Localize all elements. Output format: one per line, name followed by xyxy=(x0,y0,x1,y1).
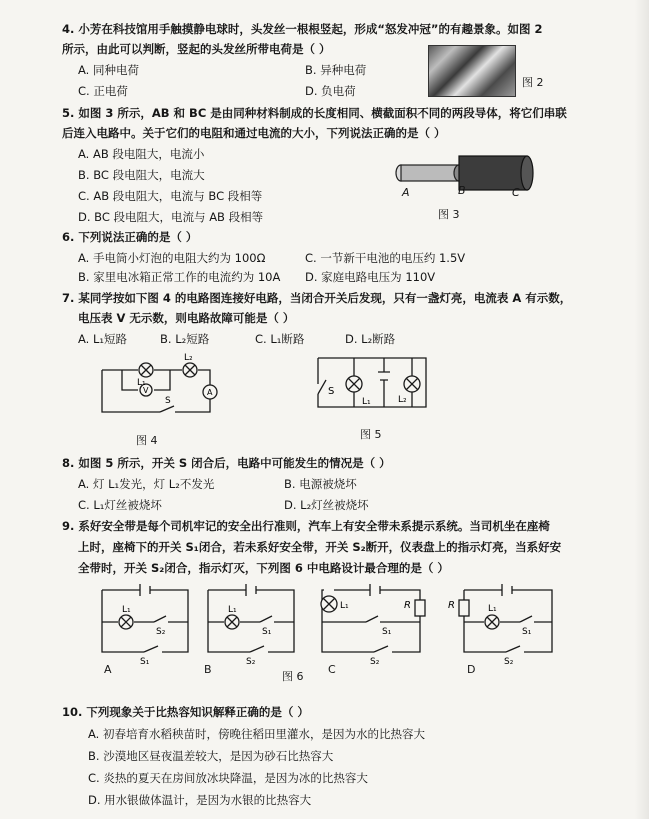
q5-option-b: B. BC 段电阻大，电流大 xyxy=(78,168,205,182)
figure-6b-circuit xyxy=(206,584,298,667)
q10-option-a: A. 初春培育水稻秧苗时，傍晚往稻田里灌水，是因为水的比热容大 xyxy=(88,727,425,741)
q10-option-b: B. 沙漠地区昼夜温差较大，是因为砂石比热容大 xyxy=(88,749,334,763)
fig6d-s2-label: S₂ xyxy=(504,657,514,667)
fig6c-l1-label: L₁ xyxy=(340,601,349,611)
fig2-label: 图 2 xyxy=(522,76,544,89)
hair-photo-figure xyxy=(428,45,516,97)
conductor-figure xyxy=(395,152,545,197)
fig6c-s2-label: S₂ xyxy=(370,657,380,667)
fig6-label: 图 6 xyxy=(282,670,304,683)
fig6a-l1-label: L₁ xyxy=(122,605,131,615)
q7-option-b: B. L₂短路 xyxy=(160,332,210,346)
q5-option-c: C. AB 段电阻大，电流与 BC 段相等 xyxy=(78,189,263,203)
fig6d-label: D xyxy=(467,663,476,676)
q8-option-a: A. 灯 L₁发光，灯 L₂不发光 xyxy=(78,477,215,491)
fig6b-l1-label: L₁ xyxy=(228,605,237,615)
q7-option-c: C. L₁断路 xyxy=(255,332,305,346)
q7-line2: 电压表 V 无示数，则电路故障可能是（ ） xyxy=(78,311,295,325)
point-b-label: B xyxy=(458,184,466,197)
fig5-l1-label: L₁ xyxy=(362,397,371,407)
fig5-label: 图 5 xyxy=(360,428,382,441)
q4-option-a: A. 同种电荷 xyxy=(78,63,139,77)
q4-line2: 所示，由此可以判断，竖起的头发丝所带电荷是（ ） xyxy=(62,42,331,56)
q4-option-d: D. 负电荷 xyxy=(305,84,356,98)
fig4-voltmeter-label: V xyxy=(143,386,149,395)
q10-option-d: D. 用水银做体温计，是因为水银的比热容大 xyxy=(88,793,312,807)
q5-line2: 后连入电路中。关于它们的电阻和通过电流的大小，下列说法正确的是（ ） xyxy=(62,126,446,140)
point-c-label: C xyxy=(512,186,520,199)
q4-option-b: B. 异种电荷 xyxy=(305,63,367,77)
figure-5-circuit xyxy=(316,352,434,414)
fig6b-label: B xyxy=(204,663,212,676)
fig4-switch-label: S xyxy=(165,396,171,406)
page-edge-shadow xyxy=(635,0,649,819)
q9-line3: 全带时，开关 S₂闭合，指示灯灭，下列图 6 中电路设计最合理的是（ ） xyxy=(78,561,449,575)
fig6d-s1-label: S₁ xyxy=(522,627,532,637)
fig6a-s1-label: S₁ xyxy=(140,657,150,667)
fig6d-r-label: R xyxy=(448,600,455,611)
q7-line1: 7. 某同学按如下图 4 的电路图连接好电路，当闭合开关后发现，只有一盏灯亮，电流表 A 有示数， xyxy=(62,291,572,305)
fig6b-s2-label: S₂ xyxy=(246,657,256,667)
q5-option-a: A. AB 段电阻大，电流小 xyxy=(78,147,205,161)
fig3-label: 图 3 xyxy=(438,208,460,221)
fig6d-l1-label: L₁ xyxy=(488,604,497,614)
figure-6a-circuit xyxy=(100,584,192,667)
q6-option-a: A. 手电筒小灯泡的电阻大约为 100Ω xyxy=(78,251,266,265)
fig6c-s1-label: S₁ xyxy=(382,627,392,637)
fig5-l2-label: L₂ xyxy=(398,395,407,405)
fig4-label: 图 4 xyxy=(136,434,158,447)
figure-4-circuit xyxy=(100,350,230,420)
q5-option-d: D. BC 段电阻大，电流与 AB 段相等 xyxy=(78,210,264,224)
figure-6d-circuit xyxy=(448,584,562,667)
q8-option-b: B. 电源被烧坏 xyxy=(284,477,357,491)
fig6a-s2-label: S₂ xyxy=(156,627,166,637)
q5-line1: 5. 如图 3 所示，AB 和 BC 是由同种材料制成的长度相同、横截面积不同的两段导体，将它们串联 xyxy=(62,106,567,120)
figure-6c-circuit xyxy=(320,584,430,667)
fig4-l1-label: L₁ xyxy=(137,378,146,388)
q4-line1: 4. 小芳在科技馆用手触摸静电球时，头发丝一根根竖起，形成“怒发冲冠”的有趣景象。如图 2 xyxy=(62,22,543,36)
point-a-label: A xyxy=(402,186,410,199)
q6-option-d: D. 家庭电路电压为 110V xyxy=(305,270,436,284)
fig6b-s1-label: S₁ xyxy=(262,627,272,637)
q10-option-c: C. 炎热的夏天在房间放冰块降温，是因为冰的比热容大 xyxy=(88,771,368,785)
q7-option-d: D. L₂断路 xyxy=(345,332,396,346)
q8-option-c: C. L₁灯丝被烧坏 xyxy=(78,498,162,512)
q8-line1: 8. 如图 5 所示，开关 S 闭合后，电路中可能发生的情况是（ ） xyxy=(62,456,391,470)
q9-line2: 上时，座椅下的开关 S₁闭合，若未系好安全带，开关 S₂断开，仪表盘上的指示灯亮，当系好安 xyxy=(78,540,562,554)
q8-option-d: D. L₂灯丝被烧坏 xyxy=(284,498,369,512)
q6-option-c: C. 一节新干电池的电压约 1.5V xyxy=(305,251,466,265)
fig6a-label: A xyxy=(104,663,112,676)
fig6c-label: C xyxy=(328,663,336,676)
fig5-switch-label: S xyxy=(328,386,335,397)
fig6c-r-label: R xyxy=(404,600,411,611)
q10-line1: 10. 下列现象关于比热容知识解释正确的是（ ） xyxy=(62,705,309,719)
q9-line1: 9. 系好安全带是每个司机牢记的安全出行准则，汽车上有安全带未系提示系统。当司机坐在座椅 xyxy=(62,519,550,533)
q4-option-c: C. 正电荷 xyxy=(78,84,128,98)
fig4-l2-label: L₂ xyxy=(184,353,193,363)
fig4-ammeter-label: A xyxy=(207,388,213,397)
q6-line1: 6. 下列说法正确的是（ ） xyxy=(62,230,198,244)
q6-option-b: B. 家里电冰箱正常工作的电流约为 10A xyxy=(78,270,281,284)
q7-option-a: A. L₁短路 xyxy=(78,332,127,346)
